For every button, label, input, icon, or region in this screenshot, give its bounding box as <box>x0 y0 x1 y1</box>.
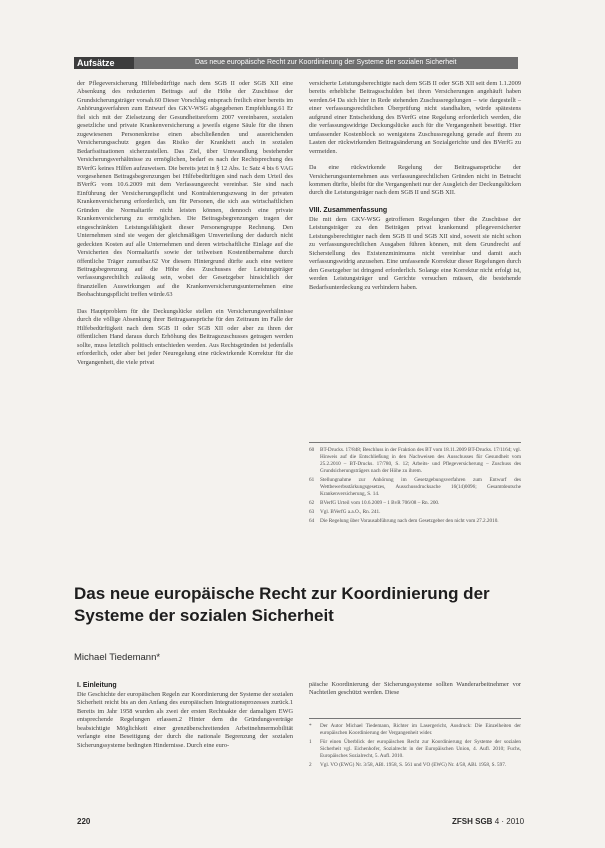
intro-continuation: päische Koordinierung der Sicherungssysteme sollten Wanderarbeitnehmer vor Nachteilen geschützt werden. Diese <box>309 681 521 697</box>
journal-footer <box>452 817 524 826</box>
upper-right-column <box>309 80 521 292</box>
journal-issue: 4 · 2010 <box>494 817 525 826</box>
summary-heading: VIII. Zusammenfassung <box>309 206 388 214</box>
lower-footnotes <box>309 718 521 771</box>
upper-footnotes <box>309 442 521 527</box>
footnote: 63 Vgl. BVerfG a.a.O., Rn. 241. <box>309 509 381 515</box>
footnote: 61 Stellungnahme zur Anhörung im Gesetzgebungsverfahren zum Entwurf des Wettbewerbsstärkungsgesetzes, Ausschussdrucksache 16(14)0096; Gesamtdeutsche Krankenversicherung, S. 14. <box>309 477 521 497</box>
article-title: Das neue europäische Recht zur Koordinierung der Systeme der sozialen Sicherheit <box>74 584 490 625</box>
running-title: Das neue europäische Recht zur Koordinierung der Systeme der sozialen Sicherheit <box>195 59 457 66</box>
footnote: 60 BT-Drucks. 17/848; Beschluss in der Fraktion des BT vom 18.11.2009 BT-Drucks. 17/1164; vgl. Hinweis auf die Entschließung in den Nachweisen des Ausschusses für Gesundheit vom 25.2.2010 – BT-Drucks. 17/780, S. 12; Arbeits- und Pflegeversicherung – Zuschuss des Grundsicherungsträgers nach der Höhe zu ihrem. <box>309 447 521 474</box>
journal-name: ZFSH SGB <box>452 817 493 826</box>
intro-heading: I. Einleitung <box>77 682 117 689</box>
body-paragraph: versicherte Leistungsberechtigte nach dem SGB II oder SGB XII seit dem 1.1.2009 bereits erhebliche Beitragsschulden bei ihren Versicherungen angehäuft haben werden.64 Da sich hier in Rede stehenden Zuschussregelungen – wie dargestellt – einer verfassungsrechtlichen Überprüfung nicht standhalten, würde spätestens aufgrund einer Entscheidung des BVerfG eine Regelung erforderlich werden, die die verfassungswidrige Deckungslücke auch für die Vergangenheit beseitigt. Hier umfassender Kostenblock so wenigstens Zuschussregelung gerade auf ihrem zu Lasten der rückwirkenden Beitragsänderung an Sozialgerichte und des BVerfG zu vermeiden. <box>309 80 521 155</box>
intro-paragraph: Die Geschichte der europäischen Regeln zur Koordinierung der Systeme der sozialen Sicherheit reicht bis an den Anfang des europäischen Integrationsprozesses zurück.1 Bereits im Jahr 1958 wurden als zwei der ersten Rechtsakte der damaligen EWG entsprechende Regelungen erlassen.2 Hinter dem die Gründungsverträge beabsichtigte Möglichkeit einer grenzüberschreitenden Arbeitnehmermobilität verlangte eine Beseitigung der durch die nationale Begrenzung der sozialen Sicherungssysteme bedingten Hindernisse. Durch eine euro- <box>77 691 293 749</box>
footnote: 2 Vgl. VO (EWG) Nr. 3/58, ABl. 1958, S. 561 und VO (EWG) Nr. 4/58, ABl. 1958, S. 597. <box>309 762 507 768</box>
body-paragraph: Da eine rückwirkende Regelung der Beitragsansprüche der Versicherungsunternehmen aus verfassungsrechtlichen Gründen nicht in Betracht kommen dürfte, bleibt für die Vergangenheit nur der Ausgleich der Deckungslücken durch die Leistungsträger nach dem SGB II und SGB XII. <box>309 164 521 197</box>
lower-right-column <box>309 681 521 698</box>
body-paragraph: Das Hauptproblem für die Deckungslücke stellen ein Versicherungsverhältnisse durch die völlige Absenkung ihrer Beitragsansprüche für den Zeitraum im Falle der Hilfebedürftigkeit nach dem SGB II oder SGB XII oder aber zu ihren der öffentlichen Hand daraus durch Erhöhung des Beitragszuschusses getragen werden sollte, muss letztlich politisch entschieden werden. Aus Rechtsgründen ist jedenfalls erforderlich, oder aber bei jeder Neuregelung eine rückwirkende Korrektur für die Vergangenheit, die viele privat <box>77 307 293 366</box>
footnote: 1 Für einen Überblick der europäischen Recht zur Koordinierung der Systeme der sozialen Sicherheit vgl. Eichenhofer, Sozialrecht in der Europäischen Union, 4. Aufl. 2010; Fuchs, Europäisches Sozialrecht, 5. Aufl. 2010. <box>309 739 521 759</box>
summary-paragraph: Die mit dem GKV-WSG getroffenen Regelungen über die Zuschüsse der Leistungsträger zu den Beiträgen privat krankenund pflegeversicherter Leistungsberechtigter nach dem SGB II und SGB XII sind, soweit sie nicht schon zu verfassungsrechtlichen Ausgaben führen können, mit dem Grundrecht auf Sicherstellung des Existenzminimums nicht vereinbar und damit auch verfassungswidrig anzusehen. Eine umfassende Korrektur dieser Regelungen durch den Gesetzgeber ist dringend erforderlich. Solange eine Korrektur nicht erfolgt ist, werden Leistungsträger und Gerichte versuchen müssen, die bestehende Bedarfsunterdeckung zu verhindern haben. <box>309 215 521 291</box>
section-tag: Aufsätze <box>74 57 134 69</box>
page-number: 220 <box>77 817 91 826</box>
article-author: Michael Tiedemann* <box>74 652 161 663</box>
upper-left-column <box>77 80 293 367</box>
body-paragraph: der Pflegeversicherung Hilfebedürftige nach dem SGB II oder SGB XII eine Absenkung des reduzierten Beitrags auf die Höhe der Zuschüsse der Grundsicherungsträger vorsah.60 Dieser Vorschlag entsprach freilich einer bereits im Anhörungsverfahren zum Entwurf des GKV-WSG abgegebenen Empfehlung.61 Er fiel sich mit der Zielsetzung der Gesundheitsreform 2007 vereinbaren, sozialen gesetzliche und private Krankenversicherung a jeweils eigene Säule für die ihnen zugewiesenen Personenkreise einen abschließenden und ausreichenden Versicherungsschutz gegen das Risiko der Krankheit auch in sozialen Bedarfssituationen sicherzustellen. Das Ziel, über Umwandlung bestehender Versicherungsverhältnisse zu ermöglichen, bedarf es nach der Rechtsprechung des BVerfG keines Hilfen aufzuweisen. Die bereits jetzt in § 12 Abs. 1c Satz 4 bis 6 VAG vorgesehenen Beitragsbegrenzungen bei Hilfebedürftigen sind nach dem Urteil des BVerfG vom 10.6.2009 mit dem Verfassungsrecht vereinbar. Sie sind nach Einführung der Versicherungspflicht und Kontrahierungszwang in der privaten Krankenversicherung erforderlich, um für Personen, die sich aus wirtschaftlichen Gründen die Normaltarife nicht leisten können, dennoch eine private Krankenversicherung zu ermöglichen. Die Beitragsbegrenzungen tragen der eingeschränkten Leistungsfähigkeit dieser Personengruppe Rechnung. Den Unternehmen sind sie wegen der gleichmäßigen Umverteilung der dadurch nicht gedeckten Kosten auf alle Unternehmen und deren wirtschaftliche Einlage auf die Versicherten des Normaltarifs sowie der teilweisen Kostenübernahme durch öffentliche Träger zumutbar.62 Vor diesem Hintergrund dürfte auch eine weitere Beitragsbegrenzung auf die Höhe des Zuschusses der Leistungsträger verfassungsrechtlich zulässig sein, wobei der Gesetzgeber hinsichtlich der finanziellen Auswirkungen auf die Krankenversicherungsunternehmen eine Beobachtungspflicht treffen würde.63 <box>77 80 293 299</box>
footnote: 64 Die Regelung über Vorausabführung nach dem Gesetzgeber den nicht vom 27.2.2010. <box>309 518 499 524</box>
footnote: 62 BVerfG Urteil vom 10.6.2009 – 1 BvR 706/08 – Rn. 200. <box>309 500 440 506</box>
lower-left-column <box>77 681 293 750</box>
footnote: * Der Autor Michael Tiedemann, Richter im Lasergericht, Ausdruck: Die Einzelheiten der europäischen Koordinierung der Vergangenheit wider. <box>309 723 521 736</box>
